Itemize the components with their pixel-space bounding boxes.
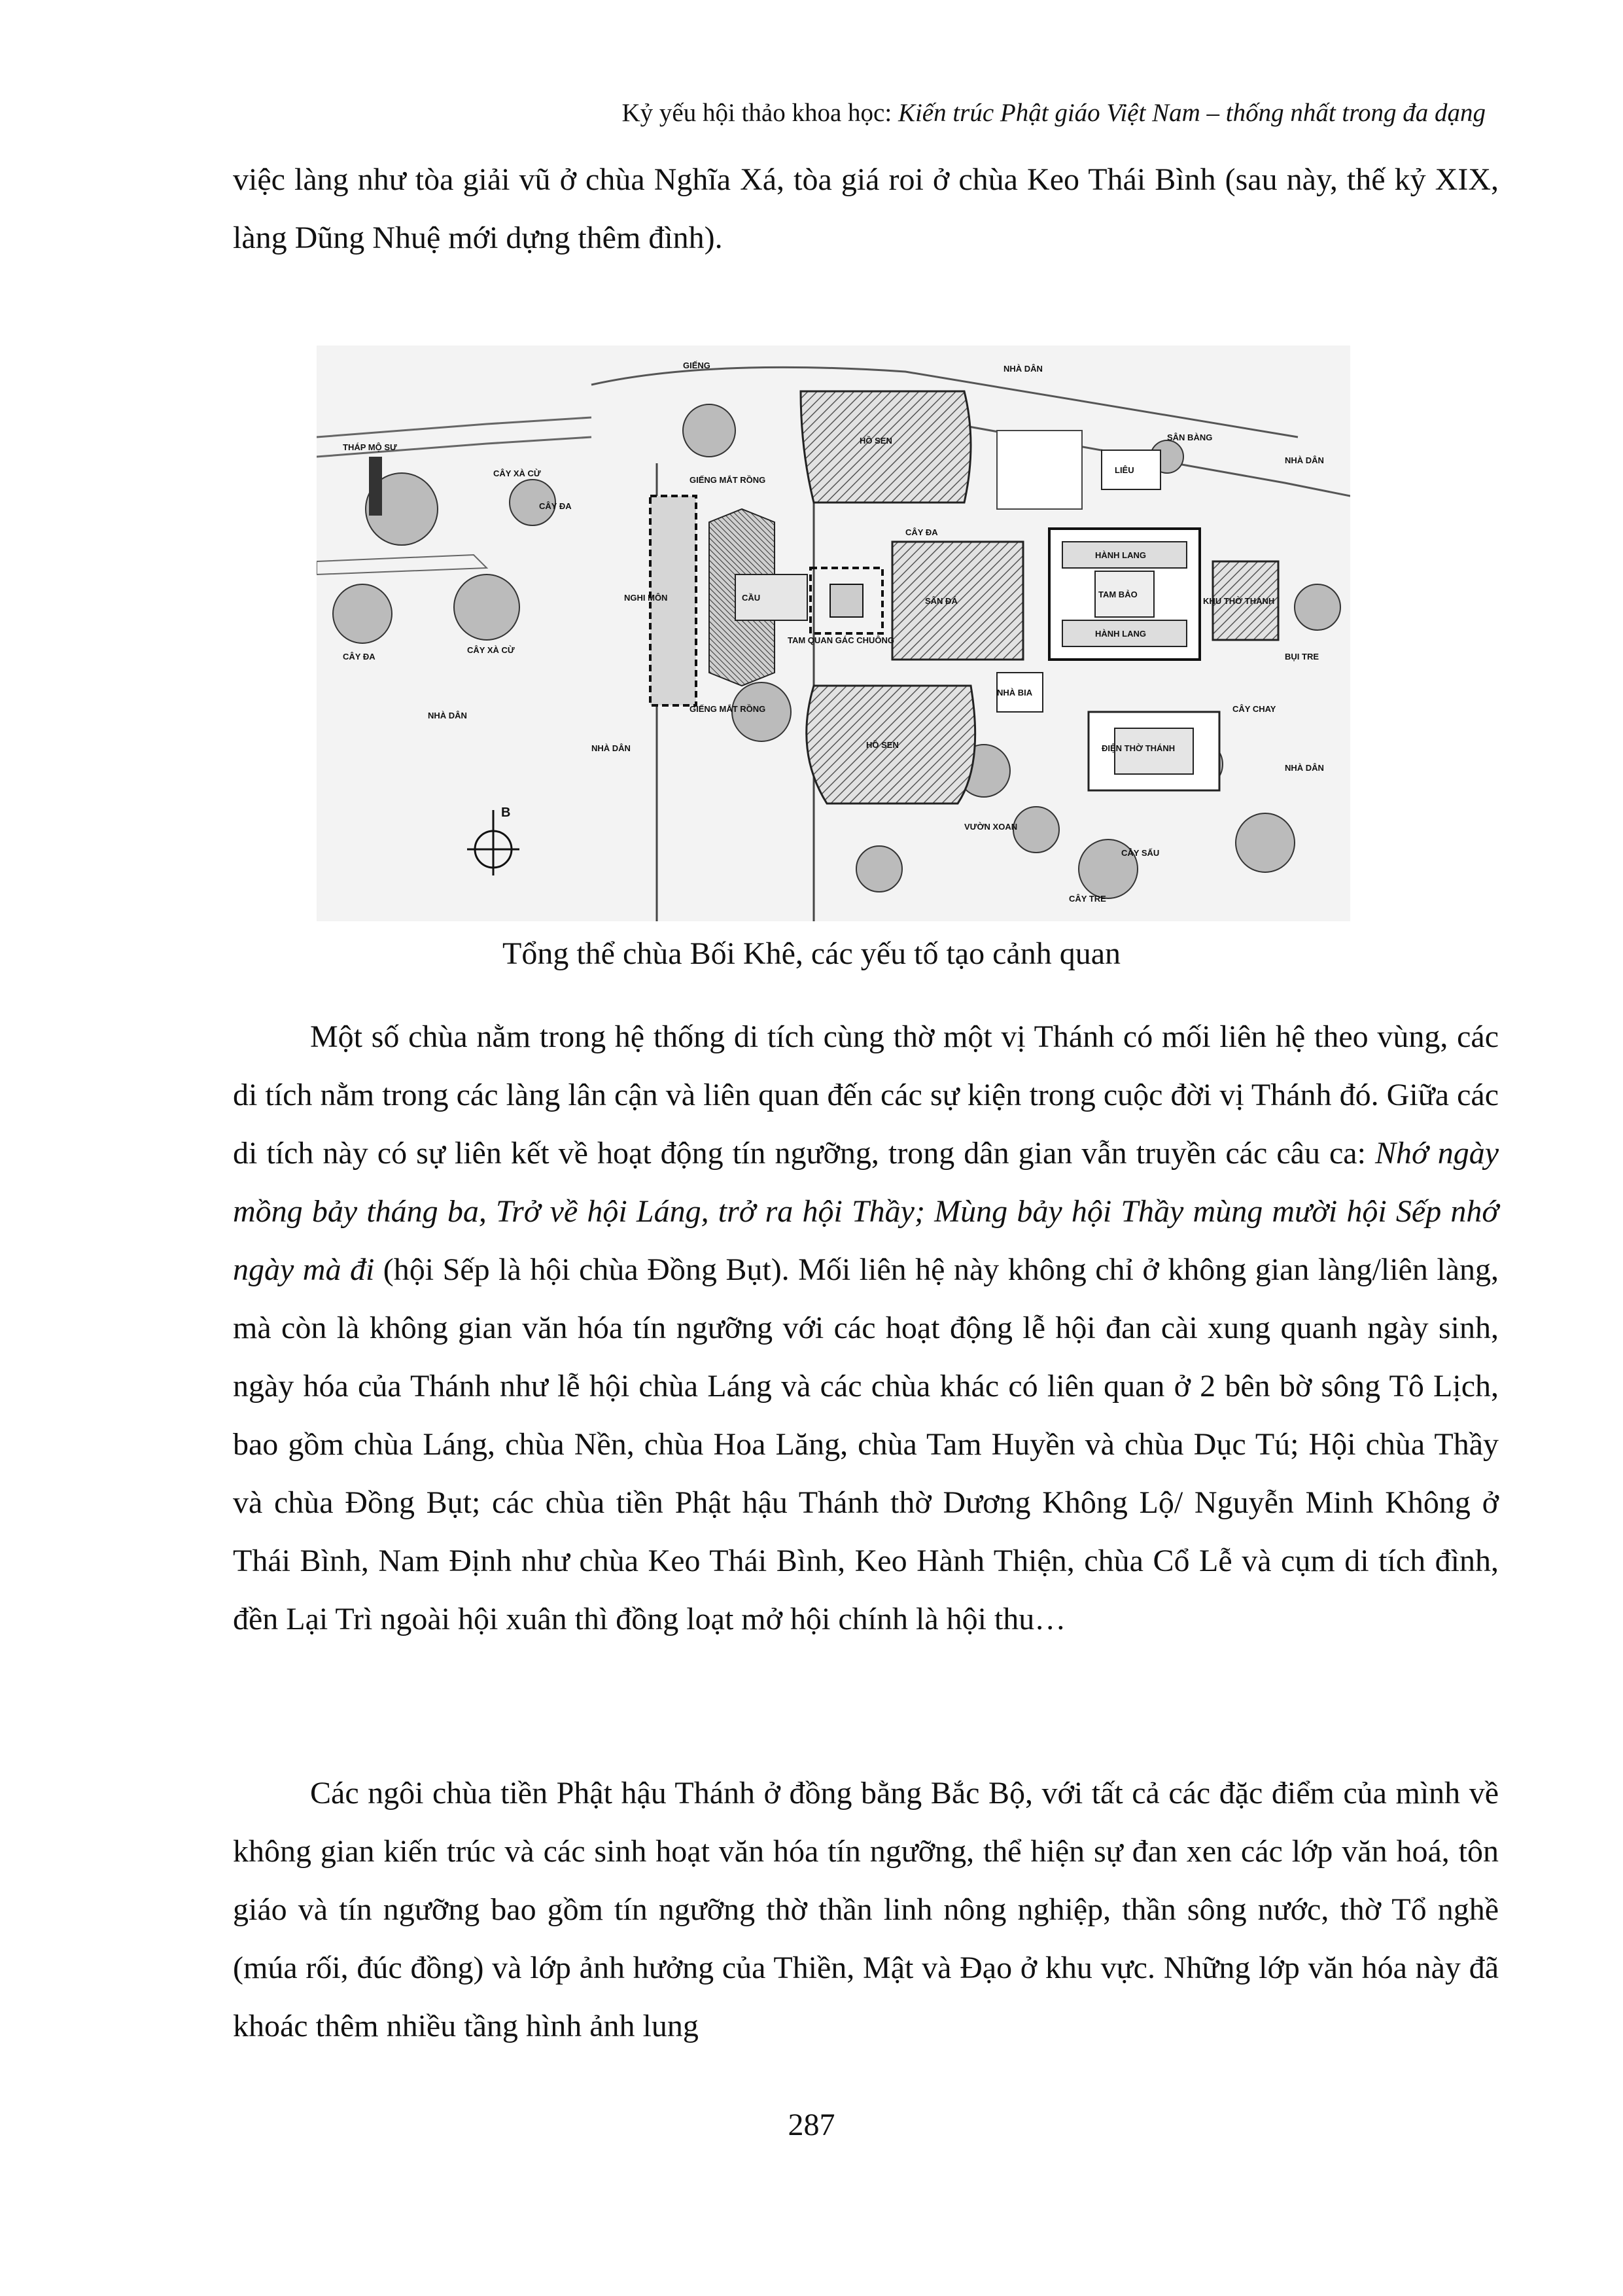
label-pond-south: HỒ SEN <box>866 740 899 750</box>
label-bamboo-bush: BỤI TRE <box>1285 652 1319 662</box>
label-well-top: GIẾNG <box>683 361 710 370</box>
paragraph-2-part2: (hội Sếp là hội chùa Đồng Bụt). Mối liên hệ này không chỉ ở không gian làng/liên làng, mà còn là không gian văn hóa tín ngưỡng với các hoạt động lễ hội đan cài xung quanh ngày sinh, ngày hóa của Thánh như lễ hội chùa Láng và các chùa khác có liên quan ở 2 bên bờ sông Tô Lịch, bao gồm chùa Láng, chùa Nền, chùa Hoa Lăng, chùa Tam Huyền và chùa Dục Tú; Hội chùa Thầy và chùa Đồng Bụt; các chùa tiền Phật hậu Thánh thờ Dương Không Lộ/ Nguyễn Minh Không ở Thái Bình, Nam Định như chùa Keo Thái Bình, Keo Hành Thiện, chùa Cổ Lễ và cụm di tích đình, đền Lại Trì ngoài hội xuân thì đồng loạt mở hội chính là hội thu… <box>233 1252 1499 1636</box>
stupa <box>369 457 382 516</box>
label-tree-xacu-2: CÂY XÀ CỪ <box>467 645 515 655</box>
north-arrow-label: B <box>501 805 511 820</box>
figure-caption: Tổng thể chùa Bối Khê, các yếu tố tạo cảnh quan <box>502 936 1121 971</box>
site-plan-drawing <box>317 345 1350 921</box>
label-bridge: CẦU <box>742 593 761 603</box>
label-house-right: NHÀ DÂN <box>1285 455 1324 465</box>
label-pond-north: HỒ SEN <box>860 436 892 446</box>
tree <box>1295 584 1340 630</box>
building-north <box>997 431 1082 509</box>
label-banyan-1: CÂY ĐA <box>539 501 572 511</box>
label-house-left: NHÀ DÂN <box>428 711 467 720</box>
label-tree-xacu-1: CÂY XÀ CỪ <box>493 468 541 478</box>
header-prefix: Kỷ yếu hội thảo khoa học: <box>621 99 898 127</box>
label-house-mid: NHÀ DÂN <box>591 743 631 753</box>
label-well-2: GIẾNG MẮT RỒNG <box>689 704 766 714</box>
stone-yard <box>892 542 1023 660</box>
tree <box>683 404 735 457</box>
label-gate: NGHI MÔN <box>624 593 668 603</box>
lotus-pond-north <box>801 391 971 503</box>
running-header <box>622 98 1486 128</box>
label-stone-yard: SÂN ĐÁ <box>925 596 958 606</box>
label-monk-quarters: LIÊU <box>1115 465 1134 475</box>
header-title: Kiến trúc Phật giáo Việt Nam – thống nhất trong đa dạng <box>898 99 1486 127</box>
label-saint-area: KHU THỜ THÁNH <box>1203 596 1275 606</box>
tree <box>1236 813 1295 872</box>
label-well-1: GIẾNG MẮT RỒNG <box>689 475 766 485</box>
label-corridor-1: HÀNH LANG <box>1095 550 1146 560</box>
intro-paragraph: việc làng như tòa giải vũ ở chùa Nghĩa Xá, tòa giá roi ở chùa Keo Thái Bình (sau này, thế kỷ XIX, làng Dũng Nhuệ mới dựng thêm đình). <box>233 162 1499 255</box>
paragraph-2-folk-verse: Nhớ ngày mồng bảy tháng ba, Trở về hội Láng, trở ra hội Thầy; Mùng bảy hội Thầy mùng mười hội Sếp nhớ ngày mà đi <box>233 1136 1499 1287</box>
body-paragraph-3: Các ngôi chùa tiền Phật hậu Thánh ở đồng bằng Bắc Bộ, với tất cả các đặc điểm của mình về không gian kiến trúc và các sinh hoạt văn hóa tín ngưỡng, thể hiện sự đan xen các lớp văn hoá, tôn giáo và tín ngưỡng bao gồm tín ngưỡng thờ thần linh nông nghiệp, thần sông nước, thờ Tổ nghề (múa rối, đúc đồng) và lớp ảnh hưởng của Thiền, Mật và Đạo ở khu vực. Những lớp văn hóa này đã khoác thêm nhiều tầng hình ảnh lung <box>233 1776 1499 2043</box>
tree <box>1013 807 1059 853</box>
label-bell-tower: TAM QUAN GÁC CHUÔNG <box>788 635 894 645</box>
label-banyan-left: CÂY ĐA <box>343 652 375 662</box>
label-garden: VƯỜN XOAN <box>964 822 1018 832</box>
site-plan-figure <box>317 345 1350 921</box>
bell-tower-core <box>830 584 863 617</box>
label-stele-house: NHÀ BIA <box>997 688 1033 698</box>
label-dracontomelon: CÂY SẤU <box>1121 848 1160 858</box>
tree <box>333 584 392 643</box>
label-house-bottom-right: NHÀ DÂN <box>1285 763 1324 773</box>
label-banyan-2: CÂY ĐA <box>905 527 938 537</box>
label-house-top: NHÀ DÂN <box>1003 364 1043 374</box>
body-paragraph-2 <box>233 1008 1499 1648</box>
label-saint-temple: ĐIỆN THỜ THÁNH <box>1102 743 1176 753</box>
label-bamboo: CÂY TRE <box>1069 894 1106 904</box>
label-tree-chay: CÂY CHAY <box>1232 704 1276 714</box>
label-tam-bao: TAM BẢO <box>1098 590 1138 599</box>
tree <box>454 574 519 640</box>
label-corridor-2: HÀNH LANG <box>1095 629 1146 639</box>
label-courtyard: SÂN BÀNG <box>1167 433 1213 442</box>
label-stupa: THÁP MỘ SƯ <box>343 442 397 452</box>
tree <box>856 846 902 892</box>
page-number: 287 <box>788 2108 835 2142</box>
paragraph-2-part1: Một số chùa nằm trong hệ thống di tích cùng thờ một vị Thánh có mối liên hệ theo vùng, các di tích nằm trong các làng lân cận và liên quan đến các sự kiện trong cuộc đời vị Thánh đó. Giữa các di tích này có sự liên kết về hoạt động tín ngưỡng, trong dân gian vẫn truyền các câu ca: <box>233 1019 1499 1171</box>
